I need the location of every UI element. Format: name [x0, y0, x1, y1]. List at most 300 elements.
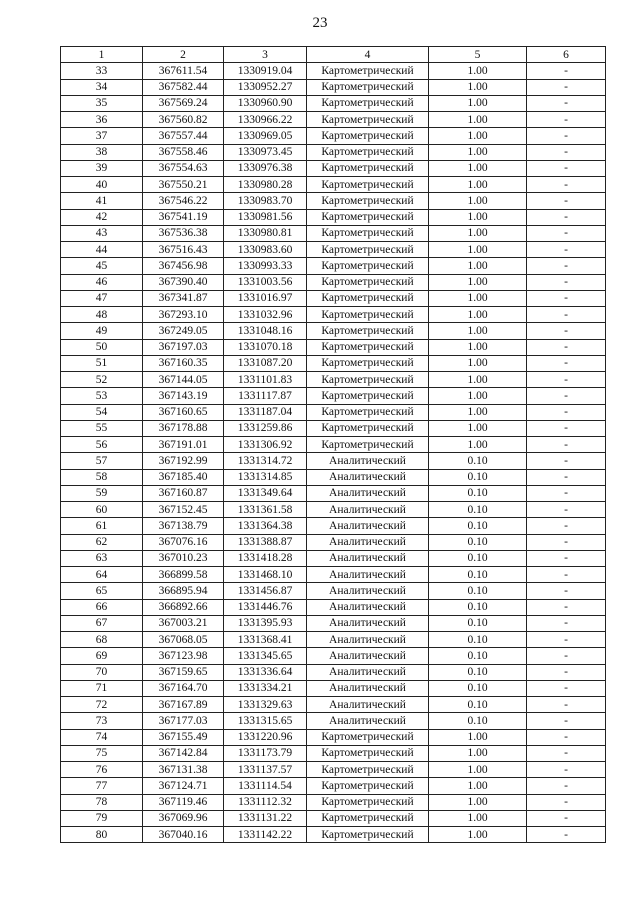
cell-method: Картометрический	[307, 160, 429, 176]
table-row	[61, 534, 606, 550]
cell-x: 367010.23	[143, 550, 224, 566]
cell-description: -	[527, 372, 606, 388]
cell-x: 367076.16	[143, 534, 224, 550]
cell-description: -	[527, 193, 606, 209]
cell-method: Аналитический	[307, 599, 429, 615]
cell-description: -	[527, 242, 606, 258]
cell-y: 1331388.87	[224, 534, 307, 550]
cell-accuracy: 1.00	[429, 63, 527, 79]
page-number: 23	[312, 15, 328, 31]
cell-x: 367192.99	[143, 453, 224, 469]
cell-method: Картометрический	[307, 144, 429, 160]
cell-method: Картометрический	[307, 323, 429, 339]
cell-x: 367516.43	[143, 242, 224, 258]
cell-accuracy: 1.00	[429, 112, 527, 128]
cell-y: 1331187.04	[224, 404, 307, 420]
cell-y: 1330993.33	[224, 258, 307, 274]
col-header-accuracy: 5	[429, 47, 527, 63]
col-header-x: 2	[143, 47, 224, 63]
cell-x: 367160.35	[143, 355, 224, 371]
cell-y: 1330960.90	[224, 95, 307, 111]
cell-y: 1331329.63	[224, 697, 307, 713]
table-row	[61, 128, 606, 144]
cell-accuracy: 1.00	[429, 794, 527, 810]
cell-point: 39	[61, 160, 143, 176]
cell-description: -	[527, 762, 606, 778]
cell-x: 367143.19	[143, 388, 224, 404]
cell-description: -	[527, 355, 606, 371]
cell-description: -	[527, 794, 606, 810]
cell-x: 367456.98	[143, 258, 224, 274]
cell-point: 56	[61, 437, 143, 453]
cell-x: 367069.96	[143, 810, 224, 826]
cell-accuracy: 1.00	[429, 274, 527, 290]
cell-accuracy: 0.10	[429, 680, 527, 696]
cell-point: 41	[61, 193, 143, 209]
cell-accuracy: 1.00	[429, 242, 527, 258]
cell-accuracy: 0.10	[429, 648, 527, 664]
cell-x: 367138.79	[143, 518, 224, 534]
cell-y: 1331137.57	[224, 762, 307, 778]
cell-description: -	[527, 437, 606, 453]
cell-accuracy: 0.10	[429, 664, 527, 680]
cell-y: 1330966.22	[224, 112, 307, 128]
cell-method: Картометрический	[307, 355, 429, 371]
cell-y: 1331114.54	[224, 778, 307, 794]
cell-y: 1331349.64	[224, 485, 307, 501]
cell-point: 43	[61, 225, 143, 241]
table-row	[61, 518, 606, 534]
cell-x: 367152.45	[143, 502, 224, 518]
cell-accuracy: 0.10	[429, 713, 527, 729]
cell-point: 77	[61, 778, 143, 794]
cell-method: Картометрический	[307, 810, 429, 826]
cell-accuracy: 1.00	[429, 144, 527, 160]
cell-point: 52	[61, 372, 143, 388]
cell-point: 33	[61, 63, 143, 79]
cell-description: -	[527, 388, 606, 404]
cell-accuracy: 0.10	[429, 567, 527, 583]
cell-method: Картометрический	[307, 762, 429, 778]
cell-x: 367123.98	[143, 648, 224, 664]
cell-description: -	[527, 648, 606, 664]
table-row	[61, 339, 606, 355]
cell-method: Картометрический	[307, 420, 429, 436]
cell-method: Картометрический	[307, 242, 429, 258]
cell-x: 367160.87	[143, 485, 224, 501]
table-row	[61, 453, 606, 469]
cell-method: Картометрический	[307, 95, 429, 111]
cell-point: 54	[61, 404, 143, 420]
table-row	[61, 388, 606, 404]
cell-accuracy: 1.00	[429, 323, 527, 339]
cell-point: 58	[61, 469, 143, 485]
cell-y: 1330983.60	[224, 242, 307, 258]
cell-accuracy: 0.10	[429, 518, 527, 534]
cell-point: 38	[61, 144, 143, 160]
cell-method: Аналитический	[307, 567, 429, 583]
cell-y: 1330981.56	[224, 209, 307, 225]
cell-description: -	[527, 485, 606, 501]
cell-point: 40	[61, 177, 143, 193]
cell-accuracy: 0.10	[429, 697, 527, 713]
cell-y: 1331048.16	[224, 323, 307, 339]
cell-method: Аналитический	[307, 453, 429, 469]
table-row	[61, 713, 606, 729]
cell-accuracy: 1.00	[429, 404, 527, 420]
cell-x: 367546.22	[143, 193, 224, 209]
cell-method: Аналитический	[307, 518, 429, 534]
cell-description: -	[527, 599, 606, 615]
cell-point: 53	[61, 388, 143, 404]
table-row	[61, 599, 606, 615]
cell-point: 72	[61, 697, 143, 713]
cell-accuracy: 1.00	[429, 762, 527, 778]
cell-description: -	[527, 274, 606, 290]
cell-method: Аналитический	[307, 485, 429, 501]
cell-point: 47	[61, 290, 143, 306]
table-row	[61, 632, 606, 648]
cell-y: 1331131.22	[224, 810, 307, 826]
cell-x: 367536.38	[143, 225, 224, 241]
cell-y: 1331259.86	[224, 420, 307, 436]
cell-method: Картометрический	[307, 112, 429, 128]
cell-accuracy: 1.00	[429, 355, 527, 371]
col-header-point: 1	[61, 47, 143, 63]
cell-description: -	[527, 290, 606, 306]
cell-accuracy: 1.00	[429, 128, 527, 144]
cell-point: 68	[61, 632, 143, 648]
cell-point: 55	[61, 420, 143, 436]
cell-y: 1330919.04	[224, 63, 307, 79]
cell-point: 35	[61, 95, 143, 111]
cell-method: Картометрический	[307, 274, 429, 290]
cell-description: -	[527, 664, 606, 680]
table-row	[61, 745, 606, 761]
cell-description: -	[527, 177, 606, 193]
cell-description: -	[527, 144, 606, 160]
cell-x: 367185.40	[143, 469, 224, 485]
cell-method: Картометрический	[307, 128, 429, 144]
table-row	[61, 567, 606, 583]
table-row	[61, 209, 606, 225]
cell-description: -	[527, 680, 606, 696]
cell-method: Картометрический	[307, 177, 429, 193]
cell-method: Картометрический	[307, 404, 429, 420]
cell-method: Картометрический	[307, 827, 429, 843]
cell-accuracy: 1.00	[429, 778, 527, 794]
cell-x: 367569.24	[143, 95, 224, 111]
table-row	[61, 323, 606, 339]
cell-x: 367040.16	[143, 827, 224, 843]
cell-y: 1331087.20	[224, 355, 307, 371]
table-row	[61, 307, 606, 323]
cell-accuracy: 1.00	[429, 437, 527, 453]
cell-y: 1331112.32	[224, 794, 307, 810]
cell-x: 367177.03	[143, 713, 224, 729]
table-row	[61, 583, 606, 599]
cell-description: -	[527, 713, 606, 729]
table-row	[61, 372, 606, 388]
table-row	[61, 225, 606, 241]
cell-point: 44	[61, 242, 143, 258]
cell-y: 1331418.28	[224, 550, 307, 566]
cell-method: Аналитический	[307, 713, 429, 729]
table-row	[61, 469, 606, 485]
cell-point: 78	[61, 794, 143, 810]
cell-x: 367390.40	[143, 274, 224, 290]
cell-description: -	[527, 420, 606, 436]
cell-y: 1331361.58	[224, 502, 307, 518]
cell-accuracy: 1.00	[429, 193, 527, 209]
cell-point: 66	[61, 599, 143, 615]
table-row	[61, 437, 606, 453]
cell-x: 367131.38	[143, 762, 224, 778]
cell-method: Аналитический	[307, 664, 429, 680]
cell-method: Картометрический	[307, 193, 429, 209]
cell-description: -	[527, 209, 606, 225]
cell-y: 1331220.96	[224, 729, 307, 745]
cell-x: 367142.84	[143, 745, 224, 761]
cell-method: Картометрический	[307, 290, 429, 306]
cell-description: -	[527, 697, 606, 713]
cell-method: Картометрический	[307, 258, 429, 274]
table-row	[61, 664, 606, 680]
cell-x: 367191.01	[143, 437, 224, 453]
table-row	[61, 762, 606, 778]
cell-accuracy: 1.00	[429, 290, 527, 306]
table-row	[61, 485, 606, 501]
table-row	[61, 160, 606, 176]
cell-description: -	[527, 404, 606, 420]
cell-point: 63	[61, 550, 143, 566]
cell-point: 70	[61, 664, 143, 680]
table-row	[61, 778, 606, 794]
cell-y: 1331173.79	[224, 745, 307, 761]
cell-description: -	[527, 258, 606, 274]
cell-description: -	[527, 112, 606, 128]
cell-point: 73	[61, 713, 143, 729]
cell-method: Картометрический	[307, 388, 429, 404]
cell-y: 1330980.28	[224, 177, 307, 193]
cell-y: 1330969.05	[224, 128, 307, 144]
cell-description: -	[527, 307, 606, 323]
cell-description: -	[527, 518, 606, 534]
cell-accuracy: 1.00	[429, 729, 527, 745]
cell-method: Картометрический	[307, 745, 429, 761]
cell-description: -	[527, 810, 606, 826]
cell-method: Картометрический	[307, 307, 429, 323]
cell-accuracy: 0.10	[429, 534, 527, 550]
cell-description: -	[527, 632, 606, 648]
cell-x: 367557.44	[143, 128, 224, 144]
cell-description: -	[527, 79, 606, 95]
cell-accuracy: 1.00	[429, 225, 527, 241]
table-row	[61, 550, 606, 566]
cell-description: -	[527, 827, 606, 843]
table-row	[61, 420, 606, 436]
cell-description: -	[527, 583, 606, 599]
cell-method: Картометрический	[307, 778, 429, 794]
cell-y: 1331446.76	[224, 599, 307, 615]
cell-x: 367550.21	[143, 177, 224, 193]
cell-accuracy: 1.00	[429, 372, 527, 388]
cell-y: 1330952.27	[224, 79, 307, 95]
cell-x: 367582.44	[143, 79, 224, 95]
table-row	[61, 290, 606, 306]
cell-method: Аналитический	[307, 632, 429, 648]
cell-point: 50	[61, 339, 143, 355]
cell-x: 367068.05	[143, 632, 224, 648]
cell-x: 367124.71	[143, 778, 224, 794]
cell-accuracy: 1.00	[429, 177, 527, 193]
cell-method: Аналитический	[307, 615, 429, 631]
cell-x: 367341.87	[143, 290, 224, 306]
cell-accuracy: 0.10	[429, 583, 527, 599]
cell-accuracy: 0.10	[429, 632, 527, 648]
cell-y: 1330983.70	[224, 193, 307, 209]
table-row	[61, 112, 606, 128]
cell-point: 75	[61, 745, 143, 761]
cell-point: 64	[61, 567, 143, 583]
cell-y: 1331368.41	[224, 632, 307, 648]
cell-description: -	[527, 323, 606, 339]
cell-y: 1331314.85	[224, 469, 307, 485]
cell-accuracy: 0.10	[429, 615, 527, 631]
table-row	[61, 95, 606, 111]
cell-method: Аналитический	[307, 534, 429, 550]
cell-method: Аналитический	[307, 680, 429, 696]
cell-x: 367119.46	[143, 794, 224, 810]
cell-method: Картометрический	[307, 63, 429, 79]
cell-x: 367003.21	[143, 615, 224, 631]
cell-point: 46	[61, 274, 143, 290]
cell-x: 367293.10	[143, 307, 224, 323]
cell-y: 1331334.21	[224, 680, 307, 696]
table-header-row	[61, 47, 606, 63]
cell-x: 367155.49	[143, 729, 224, 745]
cell-description: -	[527, 550, 606, 566]
cell-description: -	[527, 778, 606, 794]
cell-method: Аналитический	[307, 469, 429, 485]
cell-accuracy: 1.00	[429, 209, 527, 225]
cell-point: 79	[61, 810, 143, 826]
cell-x: 367159.65	[143, 664, 224, 680]
cell-description: -	[527, 339, 606, 355]
cell-y: 1331117.87	[224, 388, 307, 404]
cell-accuracy: 1.00	[429, 420, 527, 436]
table-row	[61, 177, 606, 193]
cell-description: -	[527, 567, 606, 583]
cell-y: 1331032.96	[224, 307, 307, 323]
cell-x: 367178.88	[143, 420, 224, 436]
cell-accuracy: 1.00	[429, 810, 527, 826]
table-row	[61, 274, 606, 290]
cell-accuracy: 1.00	[429, 258, 527, 274]
cell-y: 1331336.64	[224, 664, 307, 680]
cell-accuracy: 0.10	[429, 469, 527, 485]
cell-x: 367160.65	[143, 404, 224, 420]
cell-method: Картометрический	[307, 209, 429, 225]
cell-description: -	[527, 128, 606, 144]
cell-accuracy: 1.00	[429, 160, 527, 176]
cell-y: 1331395.93	[224, 615, 307, 631]
col-header-method: 4	[307, 47, 429, 63]
cell-accuracy: 1.00	[429, 79, 527, 95]
cell-x: 367164.70	[143, 680, 224, 696]
cell-y: 1331315.65	[224, 713, 307, 729]
cell-method: Картометрический	[307, 729, 429, 745]
cell-point: 65	[61, 583, 143, 599]
cell-accuracy: 1.00	[429, 339, 527, 355]
cell-accuracy: 0.10	[429, 599, 527, 615]
cell-accuracy: 1.00	[429, 388, 527, 404]
cell-y: 1331364.38	[224, 518, 307, 534]
table-row	[61, 258, 606, 274]
cell-point: 51	[61, 355, 143, 371]
cell-description: -	[527, 745, 606, 761]
cell-x: 367197.03	[143, 339, 224, 355]
cell-description: -	[527, 729, 606, 745]
cell-y: 1331306.92	[224, 437, 307, 453]
table-row	[61, 648, 606, 664]
table-row	[61, 242, 606, 258]
table-row	[61, 827, 606, 843]
cell-x: 367541.19	[143, 209, 224, 225]
cell-x: 367558.46	[143, 144, 224, 160]
cell-accuracy: 0.10	[429, 485, 527, 501]
cell-method: Картометрический	[307, 339, 429, 355]
cell-point: 61	[61, 518, 143, 534]
table-row	[61, 697, 606, 713]
cell-method: Аналитический	[307, 583, 429, 599]
cell-y: 1331016.97	[224, 290, 307, 306]
cell-point: 34	[61, 79, 143, 95]
cell-point: 36	[61, 112, 143, 128]
cell-method: Аналитический	[307, 697, 429, 713]
cell-method: Картометрический	[307, 437, 429, 453]
cell-x: 367554.63	[143, 160, 224, 176]
cell-accuracy: 1.00	[429, 95, 527, 111]
cell-x: 367560.82	[143, 112, 224, 128]
cell-point: 49	[61, 323, 143, 339]
col-header-description: 6	[527, 47, 606, 63]
cell-point: 57	[61, 453, 143, 469]
cell-point: 74	[61, 729, 143, 745]
table-row	[61, 794, 606, 810]
cell-accuracy: 0.10	[429, 453, 527, 469]
cell-x: 366899.58	[143, 567, 224, 583]
cell-accuracy: 0.10	[429, 502, 527, 518]
cell-method: Картометрический	[307, 79, 429, 95]
col-header-y: 3	[224, 47, 307, 63]
cell-x: 366895.94	[143, 583, 224, 599]
cell-accuracy: 0.10	[429, 550, 527, 566]
cell-point: 62	[61, 534, 143, 550]
table-body	[61, 63, 606, 843]
cell-description: -	[527, 63, 606, 79]
cell-method: Аналитический	[307, 550, 429, 566]
cell-description: -	[527, 453, 606, 469]
cell-y: 1330980.81	[224, 225, 307, 241]
cell-accuracy: 1.00	[429, 307, 527, 323]
table-row	[61, 193, 606, 209]
cell-point: 42	[61, 209, 143, 225]
table-row	[61, 404, 606, 420]
cell-description: -	[527, 225, 606, 241]
cell-point: 67	[61, 615, 143, 631]
table-row	[61, 79, 606, 95]
